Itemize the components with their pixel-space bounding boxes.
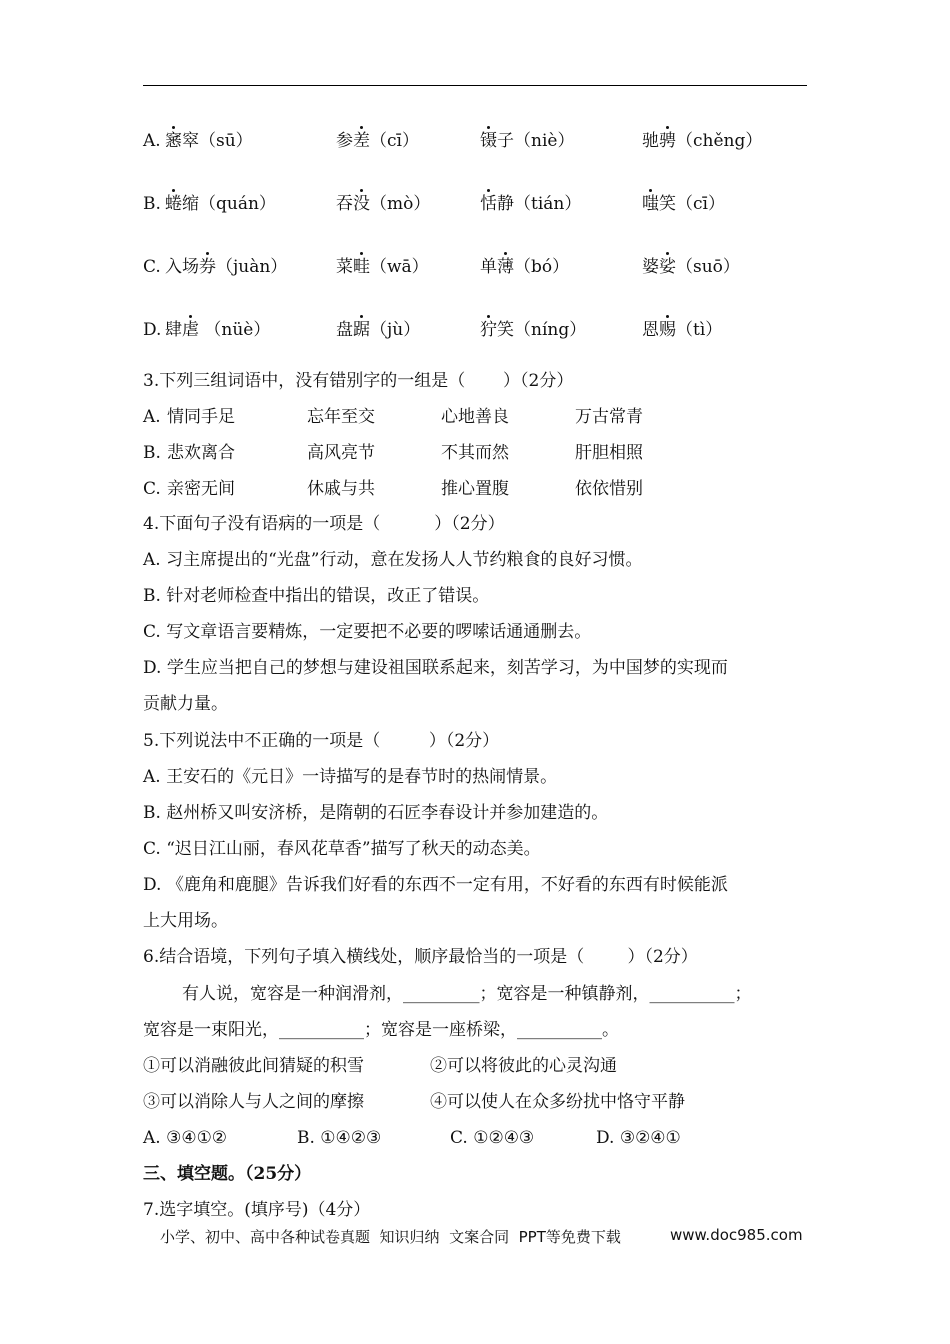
- q2-word: [642, 255, 740, 279]
- q6-clause-3: ③可以消除人与人之间的摩擦: [143, 1092, 364, 1112]
- q2-word-marked-char: 恬: [480, 194, 497, 214]
- q4-option-a: A. 习主席提出的“光盘”行动，意在发扬人人节约粮食的良好习惯。: [143, 550, 643, 570]
- q4-option-b: B. 针对老师检查中指出的错误，改正了错误。: [143, 586, 490, 606]
- q5-option-b: B. 赵州桥又叫安济桥，是隋朝的石匠李春设计并参加建造的。: [143, 803, 609, 823]
- q2-word-pre: 驰: [642, 131, 659, 151]
- q2-word-marked-char: 踞: [353, 320, 370, 340]
- q2-word-marked-char: 蜷: [165, 194, 182, 214]
- q3-word: 万古常青: [575, 407, 643, 427]
- q2-word: [165, 255, 287, 279]
- q2-word: [336, 192, 430, 216]
- q6-passage-2: 宽容是一束阳光，__________；宽容是一座桥梁，__________。: [143, 1020, 619, 1040]
- q3-option-label: A.: [143, 407, 161, 427]
- q2-word-post: （mò）: [370, 194, 431, 214]
- q6-choice-b: B. ①④②③: [297, 1128, 382, 1148]
- q2-word-marked-char: 嗤: [642, 194, 659, 214]
- q2-word: [480, 129, 574, 153]
- q2-word-pre: 盘: [336, 320, 353, 340]
- q2-word-post: （suō）: [676, 257, 740, 277]
- q2-word-marked-char: 畦: [353, 257, 370, 277]
- q2-word: [480, 192, 581, 216]
- q3-word: 忘年至交: [307, 407, 375, 427]
- q6-question: 6.结合语境，下列句子填入横线处，顺序最恰当的一项是（ ）（2分）: [143, 947, 698, 967]
- q2-word-post: （bó）: [514, 257, 570, 277]
- q3-question: 3.下列三组词语中，没有错别字的一组是（ ）（2分）: [143, 371, 574, 391]
- q2-word-pre: 婆: [642, 257, 659, 277]
- q3-word: 肝胆相照: [575, 443, 643, 463]
- q5-question: 5.下列说法中不正确的一项是（ ）（2分）: [143, 731, 500, 751]
- top-rule: [143, 85, 807, 86]
- q2-word-post: 静（tián）: [497, 194, 582, 214]
- q6-clause-1: ①可以消融彼此间猜疑的积雪: [143, 1056, 364, 1076]
- q3-word: 依依惜别: [575, 479, 643, 499]
- q2-word-post: 子（niè）: [497, 131, 575, 151]
- q3-word: 推心置腹: [441, 479, 509, 499]
- q2-word: [642, 192, 725, 216]
- q4-option-c: C. 写文章语言要精炼，一定要把不必要的啰嗦话通通删去。: [143, 622, 592, 642]
- q3-word: 亲密无间: [167, 479, 235, 499]
- q6-choice-a: A. ③④①②: [143, 1128, 228, 1148]
- q2-word-post: 缩（quán）: [182, 194, 276, 214]
- q3-word: 高风亮节: [307, 443, 375, 463]
- q4-option-d-cont: 贡献力量。: [143, 694, 228, 714]
- q2-word-pre: 吞: [336, 194, 353, 214]
- q2-word-marked-char: 差: [353, 131, 370, 151]
- q2-word: [480, 255, 569, 279]
- q2-word-pre: 参: [336, 131, 353, 151]
- q6-clause-2: ②可以将彼此的心灵沟通: [430, 1056, 617, 1076]
- q6-choice-c: C. ①②④③: [450, 1128, 535, 1148]
- q5-option-c: C. “迟日江山丽，春风花草香”描写了秋天的动态美。: [143, 839, 541, 859]
- q2-option-label: C.: [143, 257, 161, 277]
- q3-word: 不其而然: [441, 443, 509, 463]
- q2-word: [165, 129, 253, 153]
- q5-option-d: D. 《鹿角和鹿腿》告诉我们好看的东西不一定有用，不好看的东西有时候能派: [143, 875, 728, 895]
- q2-word-post: 笑（níng）: [497, 320, 587, 340]
- q2-word: [165, 318, 270, 342]
- q2-word-pre: 恩: [642, 320, 659, 340]
- q2-word-marked-char: 娑: [659, 257, 676, 277]
- q2-word-marked-char: 券: [199, 257, 216, 277]
- q3-word: 情同手足: [167, 407, 235, 427]
- q2-word-marked-char: 窸: [165, 131, 182, 151]
- q2-word-marked-char: 镊: [480, 131, 497, 151]
- footer-url[interactable]: www.doc985.com: [670, 1226, 803, 1244]
- q2-word-pre: 菜: [336, 257, 353, 277]
- q2-word: [336, 255, 429, 279]
- q2-word-post: （jù）: [370, 320, 421, 340]
- q2-word-marked-char: 薄: [497, 257, 514, 277]
- q2-option-label: A.: [143, 131, 161, 151]
- q2-word-marked-char: 虐: [182, 320, 199, 340]
- section-3-title: 三、填空题。（25分）: [143, 1164, 312, 1184]
- q3-option-label: B.: [143, 443, 161, 463]
- q2-word-marked-char: 没: [353, 194, 370, 214]
- q2-word-post: 窣（sū）: [182, 131, 253, 151]
- q2-word-post: 笑（cī）: [659, 194, 725, 214]
- q2-word-post: （nüè）: [199, 320, 271, 340]
- q6-choice-d: D. ③②④①: [596, 1128, 681, 1148]
- q2-word: [642, 318, 722, 342]
- q6-passage-1: 有人说，宽容是一种润滑剂，_________；宽容是一种镇静剂，__________；: [182, 984, 752, 1004]
- q4-question: 4.下面句子没有语病的一项是（ ）（2分）: [143, 514, 505, 534]
- q2-word-marked-char: 狞: [480, 320, 497, 340]
- footer-text: 小学、初中、高中各种试卷真题 知识归纳 文案合同 PPT等免费下载: [160, 1228, 621, 1246]
- q3-word: 心地善良: [441, 407, 509, 427]
- q5-option-d-cont: 上大用场。: [143, 911, 228, 931]
- q2-word: [165, 192, 276, 216]
- q2-word-pre: 入场: [165, 257, 199, 277]
- q2-word: [336, 318, 420, 342]
- q2-word: [642, 129, 762, 153]
- q2-word-marked-char: 骋: [659, 131, 676, 151]
- q2-word: [336, 129, 419, 153]
- q5-option-a: A. 王安石的《元日》一诗描写的是春节时的热闹情景。: [143, 767, 558, 787]
- q3-word: 悲欢离合: [167, 443, 235, 463]
- q2-word-post: （chěng）: [676, 131, 763, 151]
- q2-word-pre: 肆: [165, 320, 182, 340]
- q2-option-label: B.: [143, 194, 161, 214]
- q3-option-label: C.: [143, 479, 161, 499]
- q7-question: 7.选字填空。(填序号)（4分）: [143, 1200, 371, 1220]
- q2-word-post: （tì）: [676, 320, 723, 340]
- q2-word-post: （wā）: [370, 257, 429, 277]
- q2-word-marked-char: 赐: [659, 320, 676, 340]
- q2-option-label: D.: [143, 320, 162, 340]
- q2-word: [480, 318, 586, 342]
- q2-word-post: （juàn）: [216, 257, 288, 277]
- q6-clause-4: ④可以使人在众多纷扰中恪守平静: [430, 1092, 685, 1112]
- q4-option-d: D. 学生应当把自己的梦想与建设祖国联系起来，刻苦学习，为中国梦的实现而: [143, 658, 728, 678]
- q2-word-post: （cī）: [370, 131, 419, 151]
- q3-word: 休戚与共: [307, 479, 375, 499]
- q2-word-pre: 单: [480, 257, 497, 277]
